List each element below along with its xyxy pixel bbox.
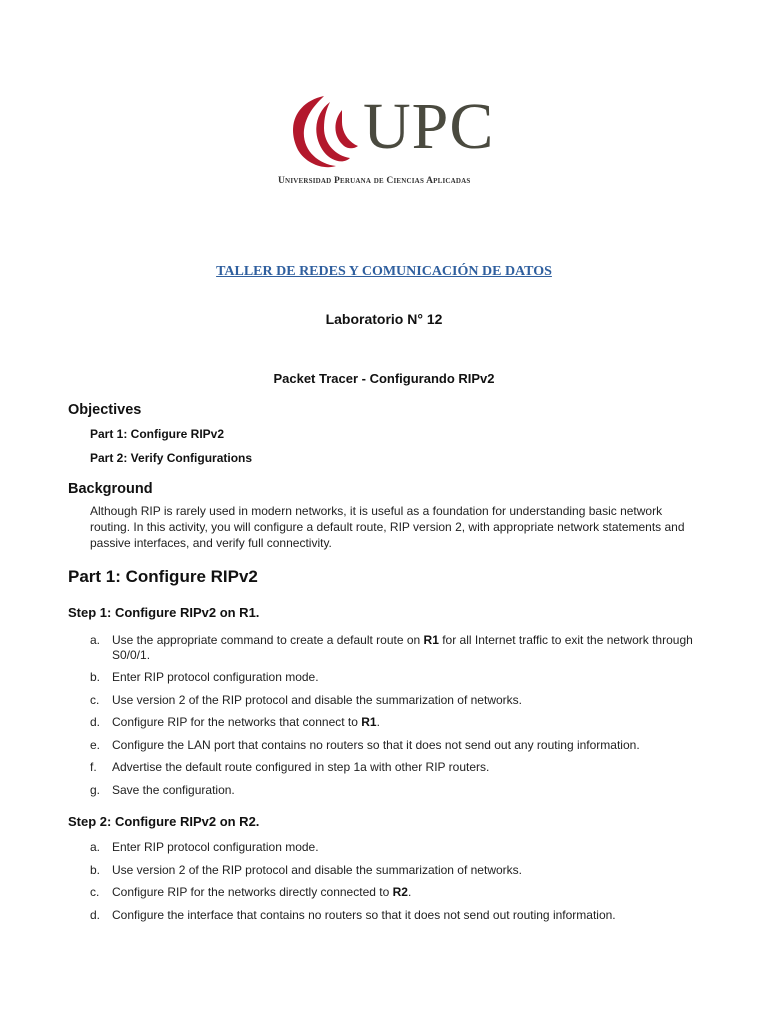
logo-subtitle: Universidad Peruana de Ciencias Aplicadas (278, 176, 471, 186)
list-item: g. Save the configuration. (90, 783, 235, 797)
step1-title: Step 1: Configure RIPv2 on R1. (68, 605, 260, 620)
list-letter: d. (90, 715, 101, 729)
list-letter: b. (90, 863, 101, 877)
flame-icon (284, 92, 364, 172)
background-heading: Background (68, 481, 153, 497)
packet-tracer-title: Packet Tracer - Configurando RIPv2 (273, 371, 495, 386)
list-letter: g. (90, 783, 101, 797)
logo-wordmark: UPC (363, 90, 495, 163)
list-letter: f. (90, 760, 97, 774)
background-paragraph: Although RIP is rarely used in modern networks, it is useful as a foundation for understanding basic network routing. In this activity, you will configure a default route, RIP version 2, with appropriate network statements and passive interfaces, and verify full connectivity. (90, 504, 685, 550)
list-letter: b. (90, 670, 101, 684)
list-letter: a. (90, 840, 101, 854)
list-letter: a. (90, 633, 101, 647)
list-item: e. Configure the LAN port that contains no routers so that it does not send out any routing information. (90, 738, 640, 752)
list-item: c. Configure RIP for the networks directly connected to R2. (90, 885, 412, 899)
list-letter: e. (90, 738, 101, 752)
step2-title: Step 2: Configure RIPv2 on R2. (68, 814, 260, 829)
lab-number: Laboratorio N° 12 (325, 311, 443, 327)
list-item: a. Enter RIP protocol configuration mode. (90, 840, 319, 854)
list-item: f. Advertise the default route configured in step 1a with other RIP routers. (90, 760, 490, 774)
list-item: b. Enter RIP protocol configuration mode. (90, 670, 319, 684)
objectives-heading: Objectives (68, 402, 142, 418)
list-item: d. Configure the interface that contains no routers so that it does not send out routing information. (90, 908, 616, 922)
list-letter: c. (90, 885, 100, 899)
list-item: d. Configure RIP for the networks that connect to R1. (90, 715, 380, 729)
list-letter: d. (90, 908, 101, 922)
document-title: TALLER DE REDES Y COMUNICACIÓN DE DATOS (216, 264, 552, 279)
list-item: b. Use version 2 of the RIP protocol and disable the summarization of networks. (90, 863, 522, 877)
part1-title: Part 1: Configure RIPv2 (68, 567, 258, 586)
objective-item: Part 1: Configure RIPv2 (90, 427, 225, 441)
list-letter: c. (90, 693, 100, 707)
list-item: c. Use version 2 of the RIP protocol and disable the summarization of networks. (90, 693, 522, 707)
list-item: a. Use the appropriate command to create a default route on R1 for all Internet traffic to exit the network through S0/0/1. (90, 633, 693, 662)
objective-item: Part 2: Verify Configurations (90, 451, 253, 465)
